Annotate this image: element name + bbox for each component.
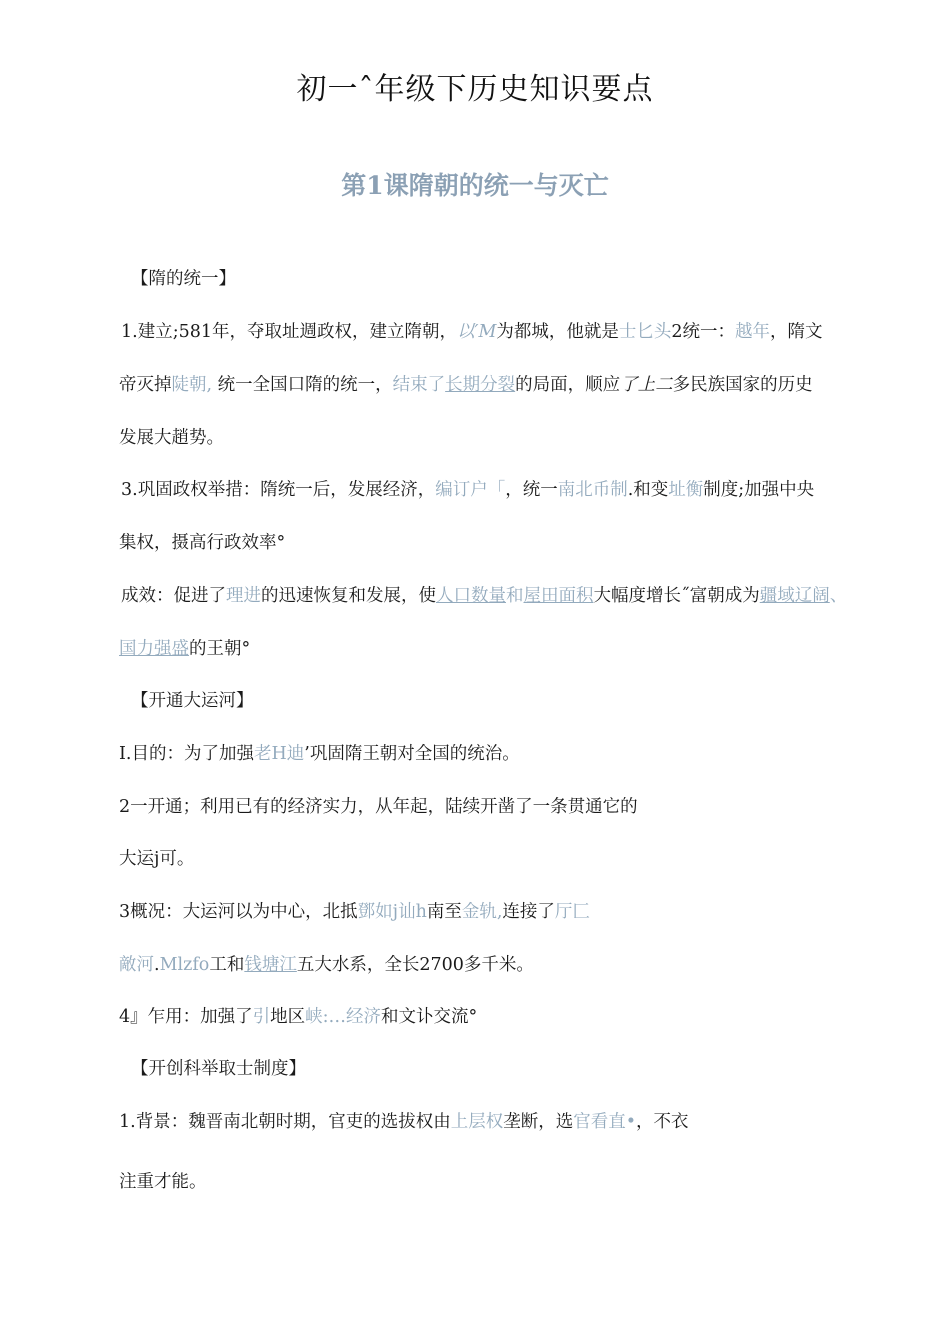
highlight-text: 士匕头 (618, 322, 672, 342)
highlight-text: 金轨, (461, 902, 503, 922)
text: 连接了 (502, 902, 555, 922)
text: .和变 (627, 480, 669, 500)
text: 、 (829, 586, 848, 606)
paragraph-overview-line2 (119, 952, 534, 978)
paragraph-opening: 2一开通；利用已有的经济实力，从年起，陆续开凿了一条贯通它的 (119, 797, 638, 817)
text: 和文讣交流° (381, 1007, 478, 1027)
highlight-text: 敵河 (119, 955, 154, 975)
highlight-text: 官看直• (573, 1112, 637, 1132)
text: ，不衣 (636, 1112, 689, 1132)
highlight-text: 编订户「 (435, 480, 506, 500)
text: 的局面，顺应 (515, 375, 621, 395)
text: 的王朝° (189, 639, 251, 659)
text: 3概况：大运河以为中心，北抵 (119, 902, 358, 922)
text: 五大水系，全长2700多千米。 (296, 955, 534, 975)
underlined-text: 钱塘江 (244, 955, 297, 975)
text: 工和 (209, 955, 245, 975)
highlight-text: 南北币制 (557, 480, 628, 500)
paragraph-unification-line3: 发展大趙势。 (119, 428, 224, 448)
text: . (154, 955, 160, 975)
text: I.目的：为了加强 (119, 744, 254, 764)
text: 的迅速恢复和发展，使 (261, 586, 436, 606)
highlight-text: 鄧如j讪h (357, 902, 427, 922)
text: 3.巩固政权举措：隋统一后，发展经济， (121, 480, 436, 500)
text: 2统一： (671, 322, 736, 342)
highlight-text: 峡:…经济 (305, 1007, 382, 1027)
section-heading-imperial-exam: 【开创科举取士制度】 (131, 1059, 306, 1079)
paragraph-establishment (121, 319, 823, 345)
highlight-text: 厅匚 (554, 902, 590, 922)
paragraph-opening-line2: 大运j可。 (119, 849, 195, 869)
highlight-text: 以′M (457, 322, 497, 342)
underlined-text: 国力强盛 (119, 639, 189, 659)
underlined-text: 人口数量 (436, 586, 506, 606)
paragraph-background (119, 1109, 689, 1135)
text: 垄断，选 (503, 1112, 574, 1132)
paragraph-effect (119, 1004, 477, 1030)
text: 统一全国口隋的统一， (212, 375, 393, 395)
italic-text: 了上二 (620, 375, 673, 395)
underlined-text: 疆域辽阔 (759, 586, 830, 606)
text: 南至 (426, 902, 462, 922)
highlight-text: 理进 (226, 586, 261, 606)
text: 成效：促进了 (121, 586, 226, 606)
highlight-text: 越年 (735, 322, 771, 342)
highlight-text: 上层权 (450, 1112, 504, 1132)
text: 为都城，他就是 (496, 322, 619, 342)
text: 帝灭掉 (119, 375, 172, 395)
underlined-text: 屋田面积 (523, 586, 594, 606)
paragraph-background-line2: 注重才能。 (119, 1172, 207, 1192)
highlight-text: 址衡 (668, 480, 704, 500)
paragraph-consolidation-line2: 集权，摄高行政效率° (119, 533, 286, 553)
paragraph-overview (119, 899, 590, 925)
text: 多民族国家的历史 (672, 375, 813, 395)
highlight-text: 陡朝, (171, 375, 213, 395)
text: 1.背景：魏晋南北朝时期，官吏的选拔权由 (119, 1112, 451, 1132)
section-heading-grand-canal: 【开通大运河】 (131, 691, 254, 711)
text: 1.建立;581年，夺取址週政权，建立隋朝， (121, 322, 457, 342)
paragraph-purpose (119, 741, 520, 767)
document-title: 初一ˆ年级下历史知识要点 (296, 72, 654, 107)
section-heading-unification: 【隋的统一】 (131, 269, 236, 289)
highlight-text: 引 (252, 1007, 271, 1027)
text: 制度;加强中央 (703, 480, 815, 500)
lesson-title: 第1课隋朝的统一与灭亡 (341, 171, 609, 200)
paragraph-unification-line2 (119, 372, 813, 398)
paragraph-results-line2 (119, 636, 250, 662)
paragraph-consolidation (121, 477, 814, 503)
highlight-text: 老H迪 (253, 744, 305, 764)
text: ’巩固隋王朝对全国的统治。 (304, 744, 520, 764)
text: 大幅度增长˝富朝成为 (593, 586, 760, 606)
text: ，统一 (505, 480, 558, 500)
highlight-text: 和 (506, 586, 524, 606)
highlight-text: 结束了 (392, 375, 446, 395)
underlined-text: 长期分裂 (445, 375, 516, 395)
text: ，隋文 (770, 322, 823, 342)
paragraph-results (121, 583, 847, 609)
highlight-text: Mlzfo (159, 955, 210, 975)
text: 地区 (270, 1007, 306, 1027)
text: 4』乍用：加强了 (119, 1007, 253, 1027)
